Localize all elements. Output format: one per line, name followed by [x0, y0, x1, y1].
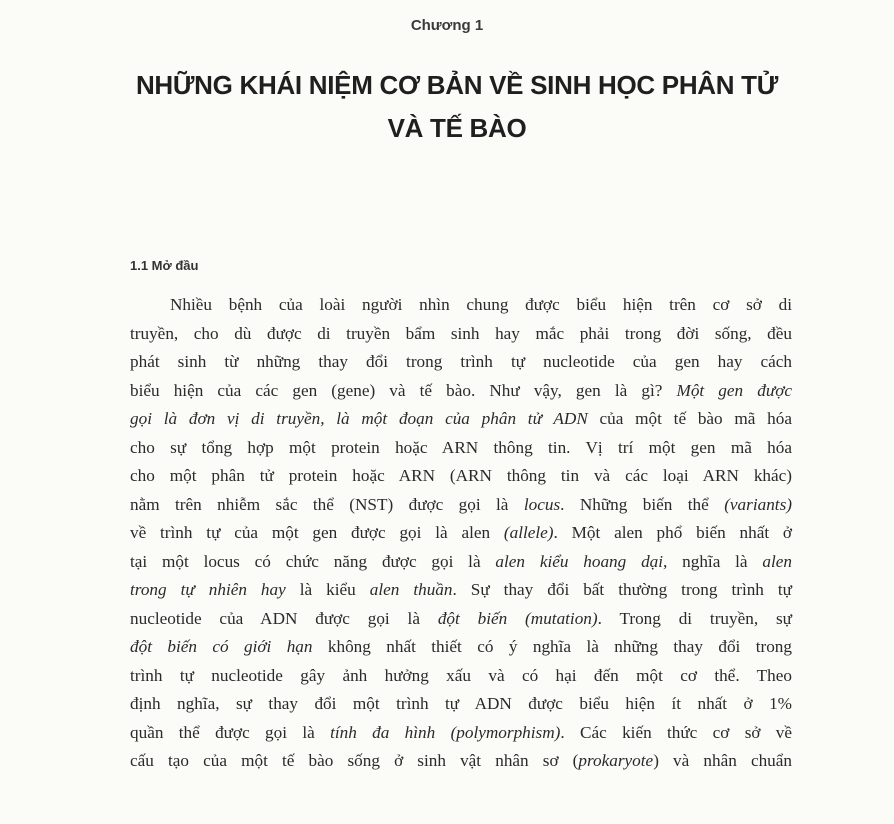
- text-line: cho một phân tử protein hoặc ARN (ARN thông tin và các loại ARN khác): [130, 466, 792, 485]
- text-run: quần thể được gọi là: [130, 722, 331, 742]
- text-run: , nghĩa là: [663, 551, 763, 571]
- text-line: định nghĩa, sự thay đổi một trình tự ADN được biểu hiện ít nhất ở 1%: [130, 694, 792, 713]
- italic-run: đột biến (mutation): [437, 608, 598, 628]
- text-line: phát sinh từ những thay đổi trong trình tự nucleotide của gen hay cách: [130, 352, 792, 371]
- text-run: . Sự thay đổi bất thường trong trình tự: [452, 580, 792, 599]
- text-line: [130, 405, 792, 434]
- text-run: biểu hiện của các gen (gene) và tế bào. Như vậy, gen là gì?: [130, 380, 677, 400]
- text-run: . Các kiến thức cơ sở về: [560, 722, 793, 742]
- text-line: trình tự nucleotide gây ảnh hưởng xấu và có hại đến một cơ thể. Theo: [130, 665, 792, 685]
- text-run: . Một alen phổ biến nhất ở: [553, 523, 792, 542]
- italic-run: (variants): [724, 494, 792, 514]
- text-run: nằm trên nhiễm sắc thể (NST) được gọi là: [130, 494, 524, 514]
- text-line: [130, 719, 792, 748]
- italic-run: tính đa hình: [330, 722, 436, 742]
- text-run: là kiểu: [285, 580, 370, 599]
- body-paragraph: [130, 291, 792, 776]
- text-run: tại một locus có chức năng được gọi là: [130, 551, 496, 571]
- italic-run: gọi là đơn vị di truyền, là một đoạn của phân tử ADN: [130, 409, 588, 428]
- text-line: truyền, cho dù được di truyền bẩm sinh hay mắc phải trong đời sống, đều: [130, 323, 792, 343]
- italic-run: alen kiểu hoang dại: [495, 551, 664, 571]
- text-run: về trình tự của một gen được gọi là alen: [130, 523, 504, 542]
- text-line: [130, 377, 792, 406]
- text-line: cho sự tổng hợp một protein hoặc ARN thông tin. Vị trí một gen mã hóa: [130, 437, 792, 457]
- text-run: . Những biến thể: [560, 494, 725, 514]
- text-run: [435, 723, 450, 742]
- text-line: [130, 491, 792, 520]
- italic-run: prokaryote: [578, 751, 654, 770]
- italic-run: (allele): [503, 523, 554, 542]
- text-run: ) và nhân chuẩn: [653, 751, 792, 770]
- text-line: [130, 548, 792, 577]
- italic-run: (polymorphism): [450, 722, 561, 742]
- text-run: không nhất thiết có ý nghĩa là những thay đổi trong: [312, 637, 792, 656]
- chapter-title-line-2: VÀ TẾ BÀO: [387, 113, 527, 143]
- italic-run: alen thuần: [369, 580, 453, 599]
- italic-run: Một gen được: [676, 380, 792, 400]
- text-line: [130, 576, 792, 605]
- text-line: [130, 519, 792, 548]
- text-run: của một tế bào mã hóa: [587, 409, 792, 428]
- italic-run: locus: [523, 494, 561, 514]
- chapter-title-line-1: NHỮNG KHÁI NIỆM CƠ BẢN VỀ SINH HỌC PHÂN TỬ: [135, 70, 779, 100]
- italic-run: alen: [762, 551, 792, 571]
- text-line: [130, 747, 792, 776]
- italic-run: đột biến có giới hạn: [130, 637, 313, 656]
- italic-run: trong tự nhiên hay: [130, 580, 286, 599]
- text-line: Nhiều bệnh của loài người nhìn chung được biểu hiện trên cơ sở di: [170, 295, 792, 314]
- text-run: nucleotide của ADN được gọi là: [130, 608, 438, 628]
- text-line: [130, 633, 792, 662]
- chapter-title: [110, 64, 804, 150]
- text-run: . Trong di truyền, sự: [597, 608, 792, 628]
- section-heading: 1.1 Mở đầu: [130, 258, 199, 273]
- text-run: cấu tạo của một tế bào sống ở sinh vật nhân sơ (: [130, 751, 579, 770]
- chapter-label: Chương 1: [410, 17, 484, 34]
- text-line: [130, 605, 792, 634]
